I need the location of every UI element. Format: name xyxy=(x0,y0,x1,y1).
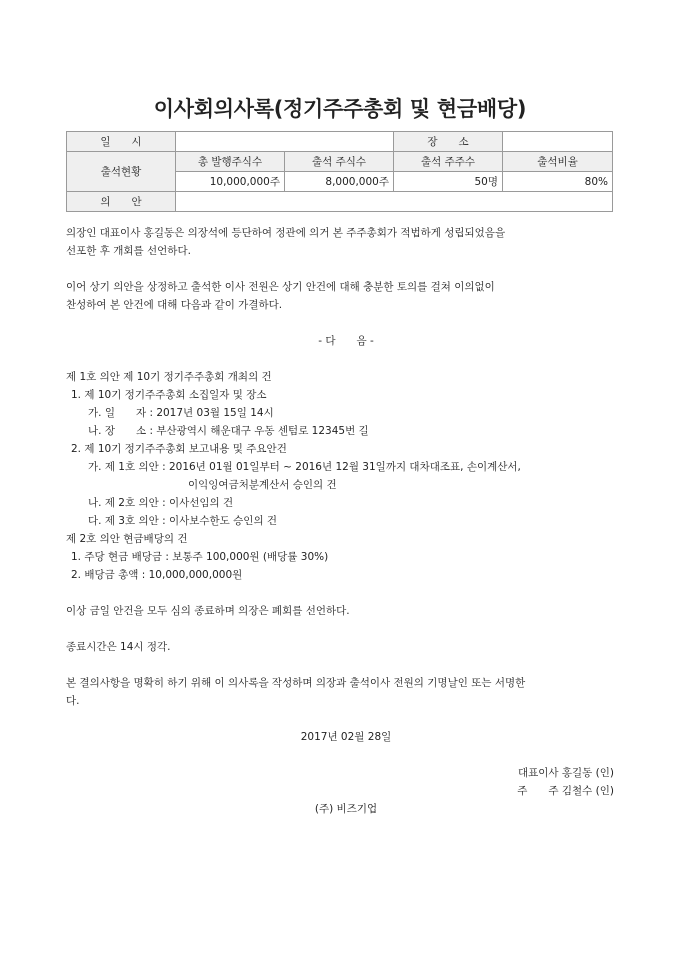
company-name: (주) 비즈기업 xyxy=(314,803,378,815)
date-label: 일 시 xyxy=(67,132,176,152)
opening-paragraph-line2: 선포한 후 개회를 선언하다. xyxy=(66,245,191,257)
opening-paragraph-line1: 의장인 대표이사 홍길동은 의장석에 등단하여 정관에 의거 본 주주총회가 적법하게 성립되었음을 xyxy=(66,227,506,239)
agenda-value xyxy=(176,192,613,212)
document-title: 이사회의사록(정기주주총회 및 현금배당) xyxy=(153,97,527,121)
agenda-1-item-1-place: 나. 장 소 : 부산광역시 해운대구 우동 센텀로 12345번 길 xyxy=(88,425,369,437)
resolution-paragraph-line2: 찬성하여 본 안건에 대해 다음과 같이 가결하다. xyxy=(66,299,283,311)
attendance-header-row xyxy=(67,152,613,172)
date-place-row xyxy=(67,132,613,152)
following-heading: - 다 음 - xyxy=(318,335,374,347)
agenda-1-item-1: 1. 제 10기 정기주주총회 소집일자 및 장소 xyxy=(71,389,267,401)
value-attending-shares: 8,000,000주 xyxy=(285,172,394,192)
place-label: 장 소 xyxy=(394,132,503,152)
agenda-1-item-2: 2. 제 10기 정기주주총회 보고내용 및 주요안건 xyxy=(71,443,287,455)
date-value xyxy=(176,132,394,152)
resolution-paragraph-line1: 이어 상기 의안을 상정하고 출석한 이사 전원은 상기 안건에 대해 충분한 토의를 걸쳐 이의없이 xyxy=(66,281,495,293)
agenda-1-item-2-ga: 가. 제 1호 의안 : 2016년 01월 01일부터 ~ 2016년 12월 31일까지 대차대조표, 손이계산서, xyxy=(88,461,521,473)
document-date: 2017년 02월 28일 xyxy=(300,731,392,743)
value-attendance-ratio: 80% xyxy=(503,172,613,192)
place-value xyxy=(503,132,613,152)
meeting-info-table xyxy=(66,131,613,212)
attendance-label: 출석현황 xyxy=(67,152,176,192)
agenda-2-item-1: 1. 주당 현금 배당금 : 보통주 100,000원 (배당률 30%) xyxy=(71,551,329,563)
header-total-shares: 총 발행주식수 xyxy=(176,152,285,172)
header-attendance-ratio: 출석비율 xyxy=(503,152,613,172)
agenda-1-item-1-date: 가. 일 자 : 2017년 03월 15일 14시 xyxy=(88,407,274,419)
header-attending-shareholders: 출석 주주수 xyxy=(394,152,503,172)
end-time: 종료시간은 14시 정각. xyxy=(66,641,171,653)
minutes-body xyxy=(66,224,626,818)
agenda-1-item-2-na: 나. 제 2호 의안 : 이사선임의 건 xyxy=(88,497,234,509)
agenda-2-title: 제 2호 의안 현금배당의 건 xyxy=(66,533,188,545)
header-attending-shares: 출석 주식수 xyxy=(285,152,394,172)
signature-ceo: 대표이사 홍길동 (인) xyxy=(517,767,614,779)
agenda-2-item-2: 2. 배당금 총액 : 10,000,000,000원 xyxy=(71,569,243,581)
agenda-row xyxy=(67,192,613,212)
signature-shareholder: 주 주 김철수 (인) xyxy=(517,785,614,797)
agenda-1-item-2-ga-continued: 이익잉여금처분계산서 승인의 건 xyxy=(188,479,337,491)
agenda-1-title: 제 1호 의안 제 10기 정기주주총회 개최의 건 xyxy=(66,371,272,383)
value-attending-shareholders: 50명 xyxy=(394,172,503,192)
value-total-shares: 10,000,000주 xyxy=(176,172,285,192)
attestation-line2: 다. xyxy=(66,695,80,707)
agenda-1-item-2-da: 다. 제 3호 의안 : 이사보수한도 승인의 건 xyxy=(88,515,278,527)
closing-statement: 이상 금일 안건을 모두 심의 종료하며 의장은 폐회를 선언하다. xyxy=(66,605,350,617)
attestation-line1: 본 결의사항을 명확히 하기 위해 이 의사록을 작성하며 의장과 출석이사 전원의 기명날인 또는 서명한 xyxy=(66,677,526,689)
agenda-label: 의 안 xyxy=(67,192,176,212)
